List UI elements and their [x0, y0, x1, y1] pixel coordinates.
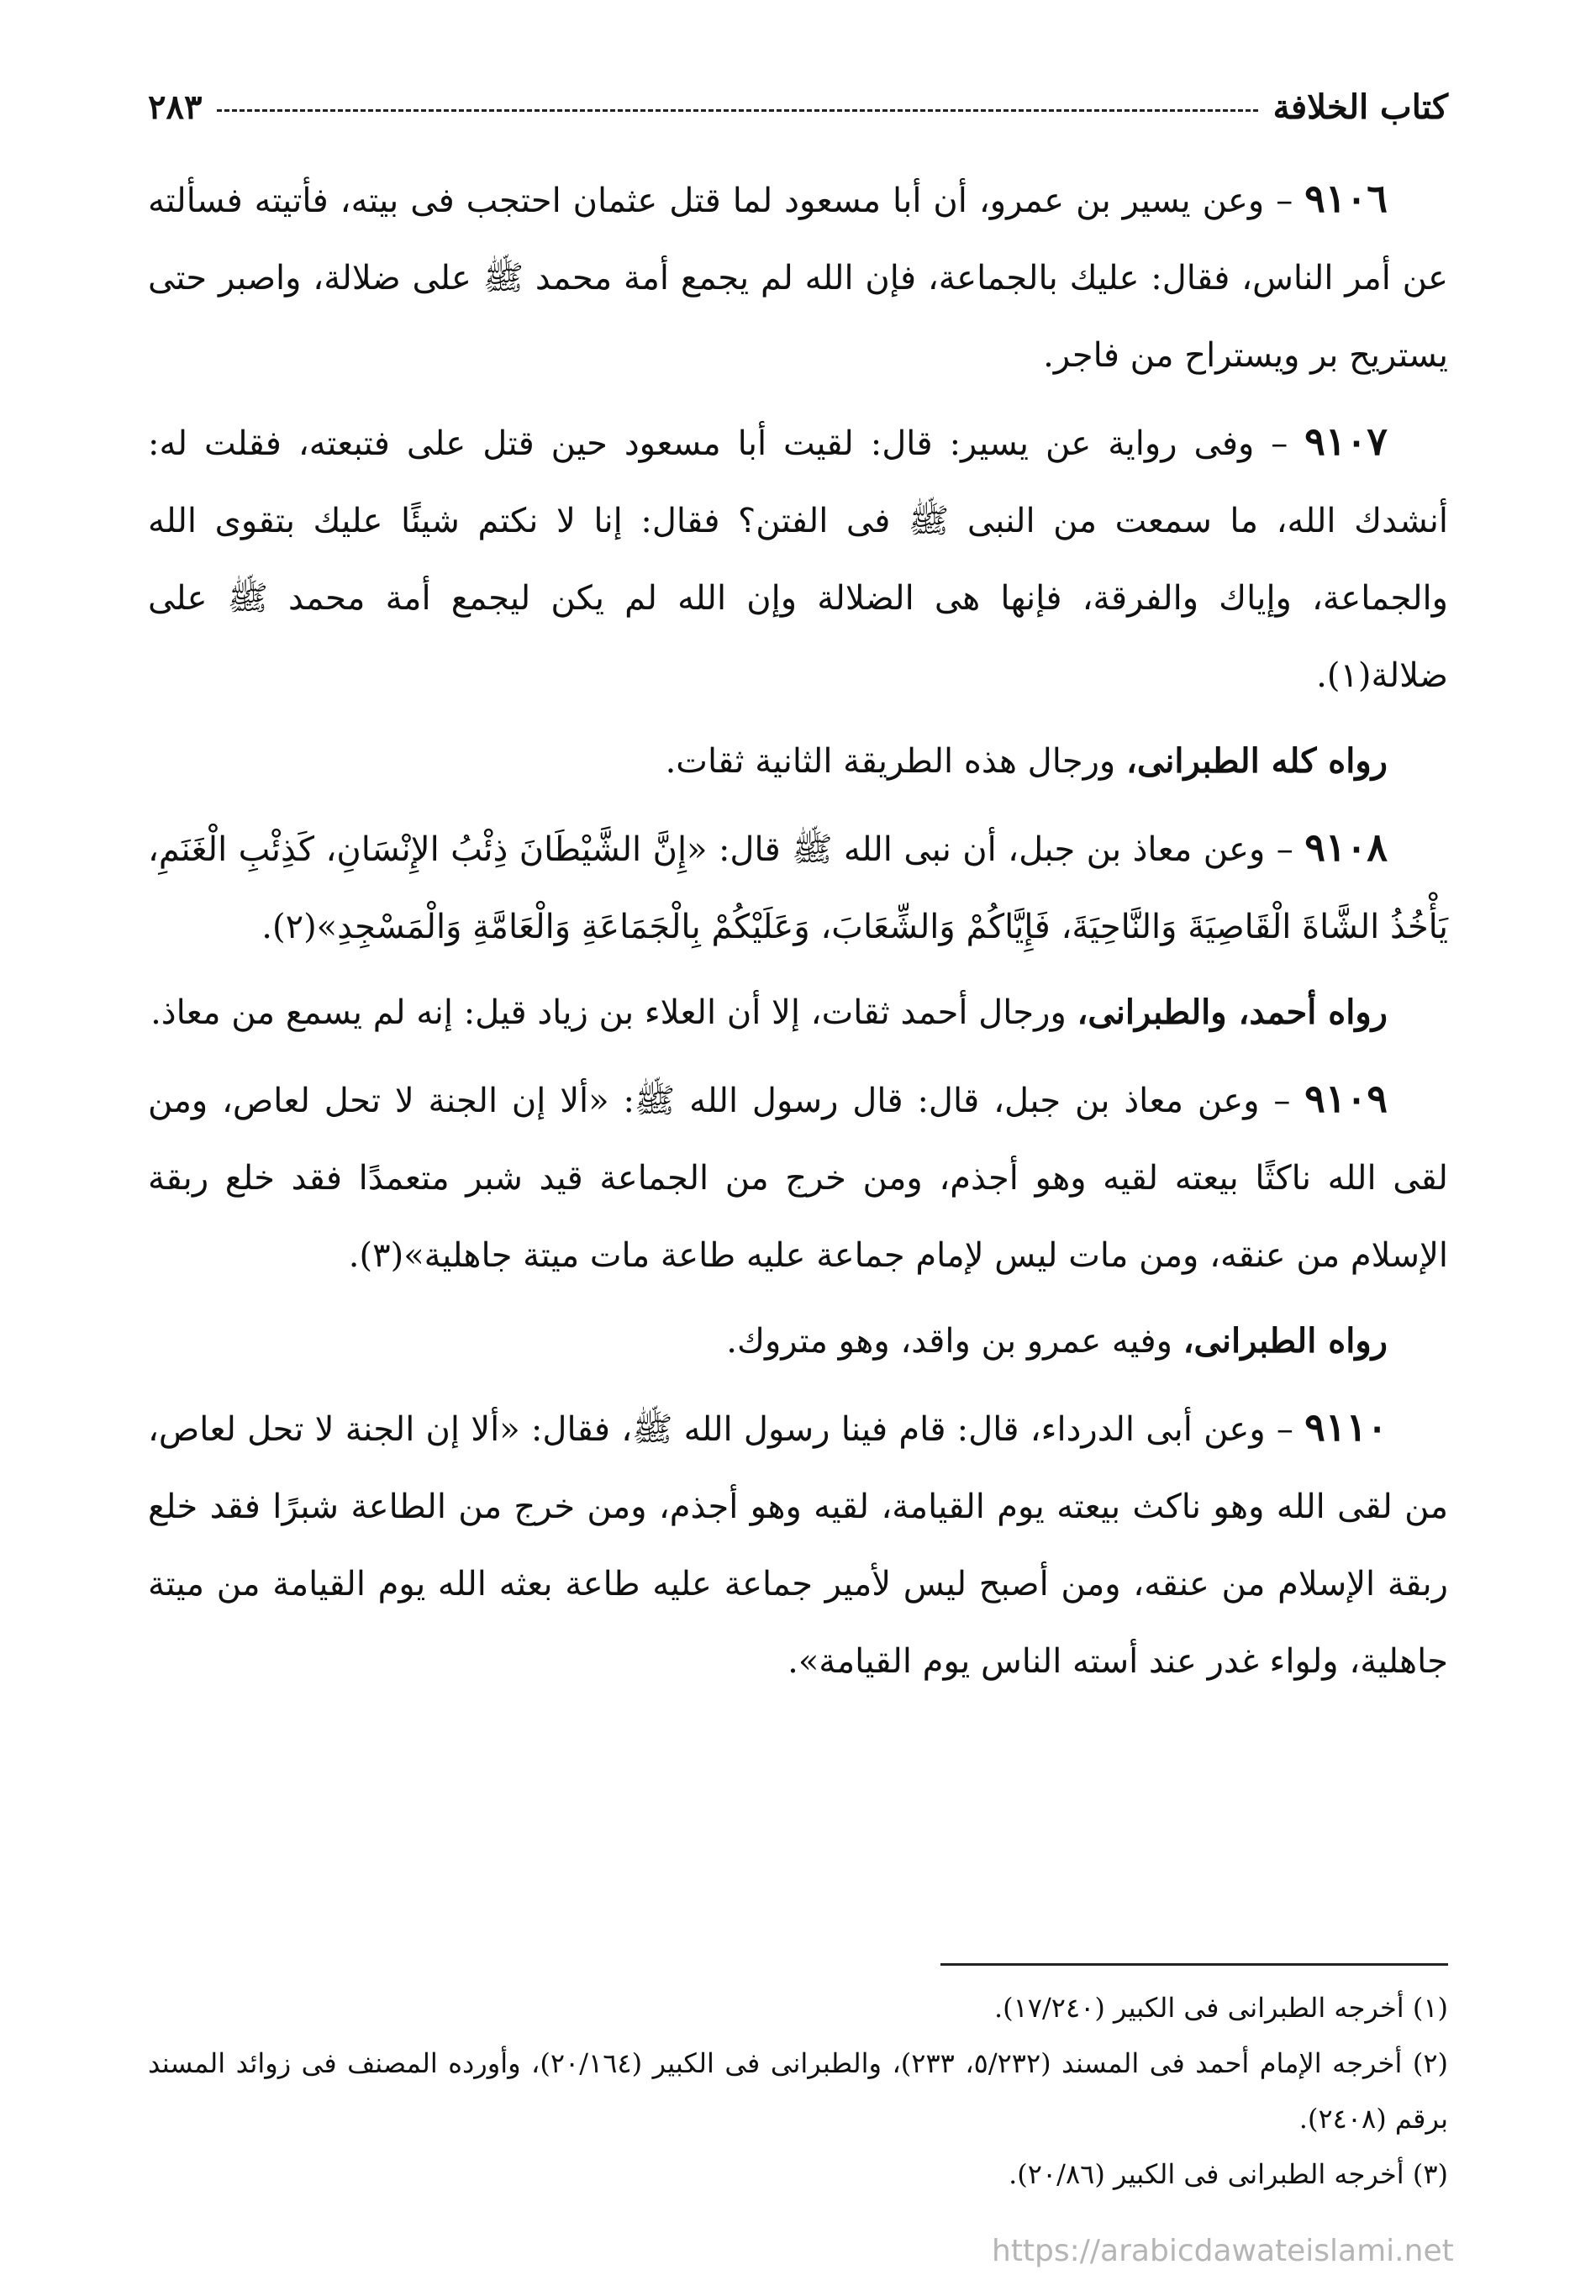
hadith-paragraph — [148, 1060, 1448, 1294]
hadith-text: – وفى رواية عن يسير: قال: لقيت أبا مسعود حين قتل على فتبعته، فقلت له: أنشدك الله، ما سمعت من النبى ﷺ فى الفتن؟ فقال: إنا لا نكتم شيئًا عليك بتقوى الله والجماعة، وإياك والفرقة، فإنها هى الضلالة وإن الله لم يكن ليجمع أمة محمد ﷺ على ضلالة(١). — [148, 424, 1448, 695]
hadith-paragraph — [148, 1388, 1448, 1700]
hadith-paragraph — [148, 403, 1448, 714]
watermark-url: https://arabicdawateislami.net — [992, 2234, 1454, 2268]
narration-note — [148, 723, 1448, 800]
hadith-number: ٩١٠٩ — [1304, 1076, 1388, 1121]
footnote: (١) أخرجه الطبرانى فى الكبير (١٧/٢٤٠). — [993, 1992, 1448, 2024]
footnotes — [148, 1980, 1448, 2202]
narration-note-text: ورجال أحمد ثقات، إلا أن العلاء بن زياد قيل: إنه لم يسمع من معاذ. — [150, 993, 1077, 1032]
running-header — [148, 77, 1448, 136]
hadith-number: ٩١١٠ — [1304, 1404, 1388, 1450]
footnote-divider — [940, 1963, 1448, 1966]
hadith-number: ٩١٠٦ — [1304, 176, 1388, 221]
hadith-paragraph — [148, 160, 1448, 394]
main-text — [148, 160, 1448, 1709]
narration-note-lead: رواه كله الطبرانى، — [1125, 741, 1388, 781]
page-number: ٢٨٣ — [148, 87, 203, 127]
hadith-text: – وعن معاذ بن جبل، قال: قال رسول الله ﷺ: «ألا إن الجنة لا تحل لعاص، ومن لقى الله ناكثًا بيعته لقيه وهو أجذم، ومن خرج من الجماعة قيد شبر متعمدًا فقد خلع ربقة الإسلام من عنقه، ومن مات ليس لإمام جماعة عليه طاعة مات ميتة جاهلية»(٣). — [148, 1082, 1448, 1275]
narration-note-text: ورجال هذه الطريقة الثانية ثقات. — [665, 742, 1126, 781]
hadith-number: ٩١٠٧ — [1304, 419, 1388, 464]
header-dashed-rule — [217, 109, 1257, 112]
narration-note-lead: رواه أحمد، والطبرانى، — [1077, 993, 1388, 1032]
narration-note-text: وفيه عمرو بن واقد، وهو متروك. — [726, 1322, 1183, 1361]
narration-note — [148, 1303, 1448, 1380]
footnote: (٣) أخرجه الطبرانى فى الكبير (٢٠/٨٦). — [1009, 2158, 1448, 2190]
narration-note — [148, 974, 1448, 1051]
hadith-text: – وعن معاذ بن جبل، أن نبى الله ﷺ قال: «إِنَّ الشَّيْطَانَ ذِئْبُ الإِنْسَانِ، كَذِئْبِ الْغَنَمِ، يَأْخُذُ الشَّاةَ الْقَاصِيَةَ وَالنَّاحِيَةَ، فَإِيَّاكُمْ وَالشِّعَابَ، وَعَلَيْكُمْ بِالْجَمَاعَةِ وَالْعَامَّةِ وَالْمَسْجِدِ»(٢). — [148, 830, 1448, 946]
chapter-title: كتاب الخلافة — [1272, 87, 1448, 127]
hadith-number: ٩١٠٨ — [1304, 824, 1388, 870]
narration-note-lead: رواه الطبرانى، — [1183, 1321, 1388, 1361]
hadith-text: – وعن يسير بن عمرو، أن أبا مسعود لما قتل عثمان احتجب فى بيته، فأتيته فسألته عن أمر الناس، فقال: عليك بالجماعة، فإن الله لم يجمع أمة محمد ﷺ على ضلالة، واصبر حتى يستريح بر ويستراح من فاجر. — [148, 182, 1448, 375]
footnote: (٢) أخرجه الإمام أحمد فى المسند (٥/٢٣٢، ٢٣٣)، والطبرانى فى الكبير (٢٠/١٦٤)، وأورده المصنف فى زوائد المسند برقم (٢٤٠٨). — [148, 2047, 1448, 2135]
hadith-paragraph — [148, 808, 1448, 966]
hadith-text: – وعن أبى الدرداء، قال: قام فينا رسول الله ﷺ، فقال: «ألا إن الجنة لا تحل لعاص، من لقى الله وهو ناكث بيعته يوم القيامة، لقيه وهو أجذم، ومن خرج من الطاعة شبرًا فقد خلع ربقة الإسلام من عنقه، ومن أصبح ليس لأمير جماعة عليه طاعة بعثه الله يوم القيامة من ميتة جاهلية، ولواء غدر عند أسته الناس يوم القيامة». — [148, 1410, 1448, 1681]
